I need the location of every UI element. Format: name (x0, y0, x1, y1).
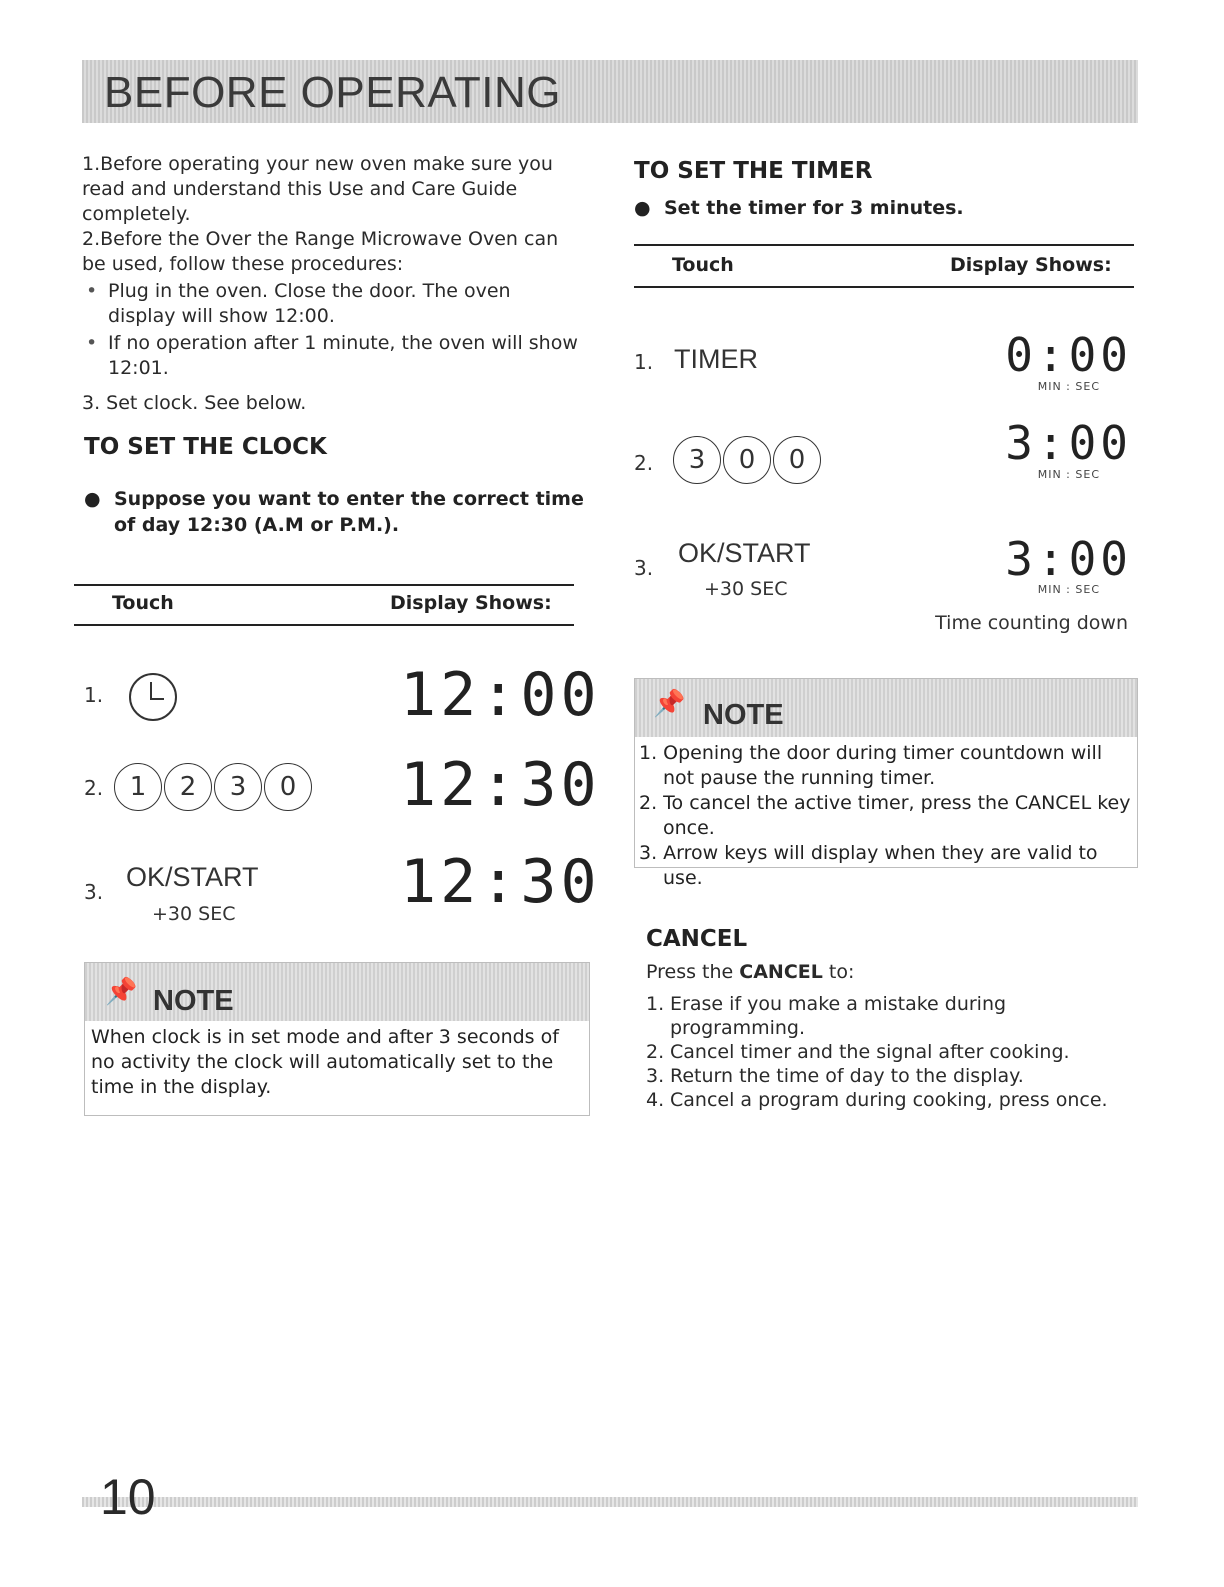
column-touch: Touch (672, 254, 734, 276)
countdown-caption: Time counting down (935, 612, 1128, 634)
column-touch: Touch (112, 592, 174, 614)
step-number: 2. (84, 776, 104, 800)
list-item: 3. Arrow keys will display when they are valid to use. (639, 842, 1098, 889)
cancel-intro-prefix: Press the (646, 961, 740, 983)
timer-note (634, 678, 1138, 889)
number-keys (673, 436, 823, 484)
list-item-text: Cancel timer and the signal after cooking. (670, 1041, 1070, 1063)
key-sublabel: +30 SEC (152, 903, 236, 925)
lcd-display: 12:30 (400, 750, 601, 820)
note-text: When clock is in set mode and after 3 seconds of no activity the clock will automatically set to the time in the display. (91, 1026, 559, 1098)
list-item: • If no operation after 1 minute, the oven will show 12:01. (82, 331, 582, 381)
step-number: 3. (634, 556, 654, 580)
note-list (639, 741, 1131, 891)
clock-icon (122, 666, 184, 728)
list-item: 1. Opening the door during timer countdown will not pause the running timer. (639, 742, 1103, 789)
step-number: 1. (634, 350, 654, 374)
lcd-display: 12:30 (400, 847, 601, 917)
bullet-icon: ● (634, 197, 651, 219)
timer-instruction-text: Set the timer for 3 minutes. (664, 197, 964, 219)
list-item: 1. Erase if you make a mistake during programming. (646, 993, 1007, 1039)
lcd-display: 3:00 (1005, 532, 1132, 586)
lcd-display: 0:00 (1005, 328, 1132, 382)
cancel-intro (646, 960, 1126, 985)
column-display: Display Shows: (390, 592, 552, 614)
list-item: 3. Return the time of day to the display. (646, 1065, 1024, 1087)
clock-instruction-text: Suppose you want to enter the correct time of day 12:30 (A.M or P.M.). (114, 488, 584, 536)
footer-bar (82, 1497, 1138, 1507)
unit-label: MIN : SEC (1037, 468, 1100, 481)
timer-table-header (634, 244, 1134, 288)
bullet-icon: ● (84, 488, 101, 510)
list-item-text: Erase if you make a mistake during programming. (670, 993, 1007, 1039)
page-title: BEFORE OPERATING (104, 68, 562, 117)
step-number: 1. (84, 683, 104, 707)
timer-instruction (634, 195, 1144, 221)
number-key[interactable]: 1 (114, 763, 162, 811)
intro-block (82, 152, 582, 416)
intro-paragraph-3: 3. Set clock. See below. (82, 392, 307, 414)
lcd-display: 12:00 (400, 660, 601, 730)
clock-section-title: TO SET THE CLOCK (84, 434, 327, 460)
key-sublabel: +30 SEC (704, 578, 788, 600)
number-keys (114, 763, 314, 811)
pushpin-icon: 📌 (105, 977, 138, 1007)
number-key[interactable]: 0 (723, 436, 771, 484)
ok-start-key[interactable]: OK/START (126, 862, 259, 892)
list-item-text: Return the time of day to the display. (670, 1065, 1024, 1087)
clock-key[interactable] (122, 666, 184, 732)
clock-instruction (84, 486, 594, 538)
ok-start-key[interactable]: OK/START (678, 538, 811, 568)
number-key[interactable]: 2 (164, 763, 212, 811)
timer-section-title: TO SET THE TIMER (634, 158, 873, 184)
number-key[interactable]: 3 (214, 763, 262, 811)
unit-label: MIN : SEC (1037, 583, 1100, 596)
unit-label: MIN : SEC (1037, 380, 1100, 393)
step-number: 2. (634, 451, 654, 475)
note-title: NOTE (153, 985, 234, 1017)
intro-paragraph-2: 2.Before the Over the Range Microwave Oven can be used, follow these procedures: (82, 228, 559, 275)
cancel-intro-suffix: to: (822, 961, 855, 983)
pushpin-icon: 📌 (653, 689, 686, 719)
note-title: NOTE (703, 699, 784, 731)
clock-note (84, 962, 590, 1116)
cancel-list (646, 992, 1126, 1112)
step-number: 3. (84, 880, 104, 904)
intro-bullets (82, 279, 582, 381)
number-key[interactable]: 0 (264, 763, 312, 811)
list-item: 2. To cancel the active timer, press the CANCEL key once. (639, 792, 1131, 839)
list-item: 2. Cancel timer and the signal after cooking. (646, 1041, 1070, 1063)
list-item-text: Cancel a program during cooking, press once. (670, 1089, 1108, 1111)
list-item: 4. Cancel a program during cooking, press once. (646, 1089, 1108, 1111)
page-number: 10 (100, 1469, 156, 1525)
intro-paragraph-1: 1.Before operating your new oven make sure you read and understand this Use and Care Guide completely. (82, 153, 553, 225)
clock-table-header (74, 584, 574, 626)
timer-key[interactable]: TIMER (674, 344, 758, 374)
list-item: • Plug in the oven. Close the door. The oven display will show 12:00. (82, 279, 582, 329)
number-key[interactable]: 0 (773, 436, 821, 484)
column-display: Display Shows: (950, 254, 1112, 276)
number-key[interactable]: 3 (673, 436, 721, 484)
cancel-section-title: CANCEL (646, 926, 748, 952)
section-banner (82, 60, 1138, 123)
lcd-display: 3:00 (1005, 416, 1132, 470)
cancel-key-name: CANCEL (739, 961, 823, 983)
